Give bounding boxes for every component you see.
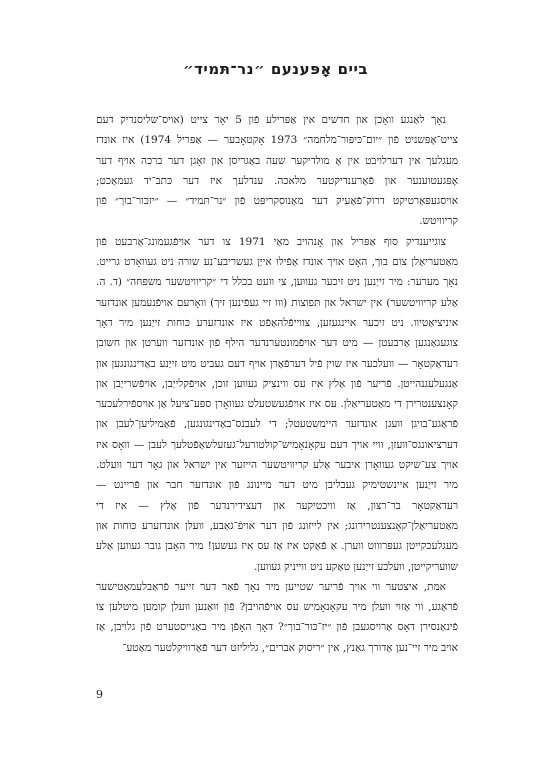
paragraph: צוגייענדיק סוף אַפּריל און אָנהויב מאַי 1971 צו דער אויפֿגעמונג־אַרבעט פֿון מאַטעריאַלן צום בוך, האָט אויך אונדז אַפֿילו אייַן געשריבע־נע שורה ניט געוואָרט גרייט. נאָך מערער: מיר זייַנען ניט זיכער געווען, צי וועט בכלל די ״קריוויטשער משפּחה״ (ד. ה. אַלע קריוויטשער) אין ישראל און תּפוצות (ווו זיי געפֿינען זיך) וואָרעם אויפֿנעמען אונדזער איניציאַטיוו. ניט זיכער איינגעזען, צווייפֿלהאַפֿט איז אונדזערע כּוחות זייַנען מיר דאָך צוגעגאַנגען אַרבעטן — מיט דער אויפֿמונטערנדער הילף פֿון אונדזער ווערטן און חשובן רעדאַקטאָר — וועלכער איז שוין פֿיל דערפֿאַרן אויף דעם געביט מיט זייַנע באַדינגונגען און אַנגעלעגנהייטן. פֿריער פֿון אַלץ איז עס ווינציק געווען זוכן, אויפֿקלייַבן, אויפֿשרייַבן און קאָנצענטרירן די מאַטעריאַלן. עס איז אויפֿגעשטעלט געוואָרן ספּע־ציעל אַן אויספֿירלעכער פֿראַגע־בויגן וועגן אונדזער היימשטעטל; די לעבנס־באַדינגונגען, פֿאַמיליען־לעבן און דערציאונגס־וועזן, וויי אויך דעם עקאָנאָמיש־קולטורעל־געזעלשאַפֿטלעך לעבן — וואָס איז אויך צע־שיקט געוואָרן איבער אַלע קריוויטשער הייזער אין ישראל און גאָר דער וועלט. מיר זייַנען איינשטימיק געבליבן מיט דער מיינונג פֿון אונדזער חבר און פֿריינט — רעדאַקטאָר בר־רצון, אַז וויכטיקער און דעצידירנדער פֿון אַלץ — איז די מאַטעריאַלן־קאָנצענטרירונג; אין לייזונג פֿון דער אויפֿ־גאַבע, וועלן אונדזערע כּוחות און מעגלעכקייטן געפּרוווט ווערן. אַ פֿאַקט איז אַז עס איז געשען! מיר האָבן גובר געווען אַלע שוועריקייטן, וועלכע זייַנען טאַקע ניט ווייניק געווען. [96,235,458,573]
body-text [96,110,458,658]
paragraph: אמת, איצטער ווי אויך פֿריער שטייען מיר נאָך פֿאַר דער זייער פֿראַבלעמאַטישער פֿראַגע, ווי אַזוי וועלן מיר עקאָנאָמיש עס אויפֿהויבן? פֿון וואַנען וועלן קומען מיטלען צו פֿינאַנסירן דאָס אַרויסגעבן פֿון ״יז־כּור־בוך״? דאָך האָפֿן מיר באַגייסטערט פֿון גלויבן, אַז אויב מיר זיי־נען אַדורך גאַנץ, אין ״ריסוק אברים״, גליליזט דער פֿאַרוויקלטער מאַטע־ [96,580,458,654]
page-number: 9 [96,688,103,701]
chapter-title: ביים אָפּענעם ״נר־תּמיד״ [182,60,369,78]
paragraph: נאָך לאַנגע וואָכן און חדשים אין אַפּרילע פֿון 5 יאָר צייט (אויס־שליסנדיק דעם צייט־אָפּשניט פֿון ״יום־כּיפּור־מלחמה״ 1973 אָקטאָבער — אַפּריל 1974) איז אונדז מעגלעך אין דערלויבט אין אָ מולדיקער שעה באַגריסן און זאָגן דער ברכה אויף דער אָפּגעטוענער און פֿאַרענדיקטער מלאכה. ענדלעך איז דער כּתב־יד געמאַכט; אויסגעפּאַרטיקט דרוק־פֿאַעיק דער מאַנוסקריפּט פֿון ״נר־תּמיד״ — ״יזכּור־בוך״ פֿון קריוויטש. [96,114,458,228]
